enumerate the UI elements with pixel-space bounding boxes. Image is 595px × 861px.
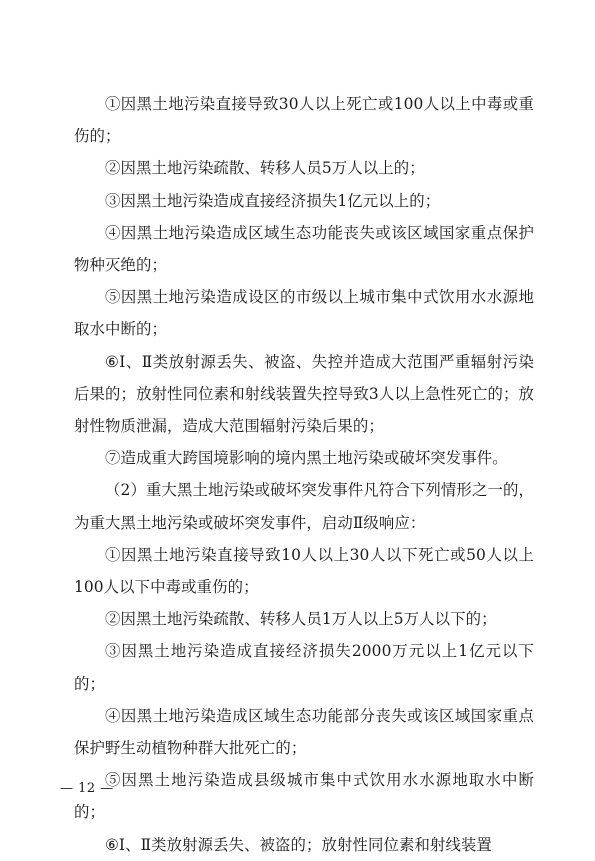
paragraph-level1-item6: ⑥Ⅰ、Ⅱ类放射源丢失、被盗、失控并造成大范围严重辐射污染后果的；放射性同位素和射线装置失控导致3人以上急性死亡的；放射性物质泄漏，造成大范围辐射污染后果的； — [74, 352, 534, 436]
paragraph-level2-item5: ⑤因黑土地污染造成县级城市集中式饮用水水源地取水中断的； — [74, 771, 534, 822]
paragraph-level1-item2: ②因黑土地污染疏散、转移人员5万人以上的； — [105, 159, 425, 178]
paragraph-level2-item1: ①因黑土地污染直接导致10人以上30人以下死亡或50人以上100人以下中毒或重伤的； — [74, 545, 534, 597]
paragraph-level2-item4: ④因黑土地污染造成区域生态功能部分丧失或该区域国家重点保护野生动植物种群大批死亡的； — [74, 706, 534, 758]
paragraph-level2-item3: ③因黑土地污染造成直接经济损失2000万元以上1亿元以下的； — [74, 642, 534, 693]
document-body — [74, 88, 534, 861]
paragraph-level2-heading: （2）重大黑土地污染或破坏突发事件凡符合下列情形之一的，为重大黑土地污染或破坏突发事件，启动Ⅱ级响应： — [74, 481, 534, 532]
paragraph-level2-item6: ⑥Ⅰ、Ⅱ类放射源丢失、被盗的；放射性同位素和射线装置 — [105, 835, 492, 854]
paragraph-level1-item7: ⑦造成重大跨国境影响的境内黑土地污染或破坏突发事件。 — [105, 449, 508, 468]
paragraph-level2-item2: ②因黑土地污染疏散、转移人员1万人以上5万人以下的； — [105, 610, 497, 629]
paragraph-level1-item5: ⑤因黑土地污染造成设区的市级以上城市集中式饮用水水源地取水中断的； — [74, 288, 534, 339]
page-number: — 12 — — [60, 781, 114, 796]
paragraph-level1-item3: ③因黑土地污染造成直接经济损失1亿元以上的； — [105, 191, 441, 210]
paragraph-level1-item1: ①因黑土地污染直接导致30人以上死亡或100人以上中毒或重伤的； — [74, 95, 534, 146]
paragraph-level1-item4: ④因黑土地污染造成区域生态功能丧失或该区域国家重点保护物种灭绝的； — [74, 223, 534, 275]
